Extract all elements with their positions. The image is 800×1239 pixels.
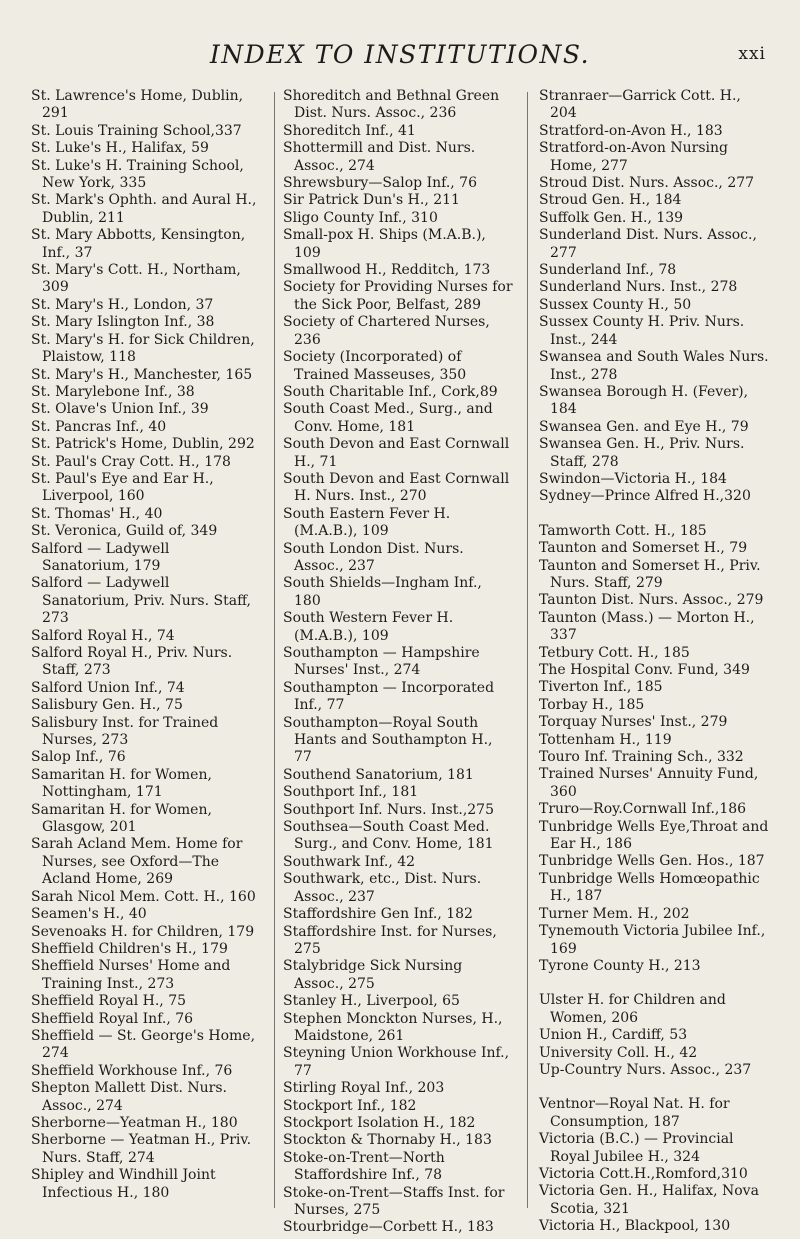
index-entry: Swansea Gen. and Eye H., 79 [539, 418, 749, 435]
index-entry: Stroud Dist. Nurs. Assoc., 277 [539, 175, 755, 192]
index-entry: Salford Royal H., Priv. Nurs. Staff, 273 [31, 645, 233, 679]
page-number: xxi [738, 44, 766, 64]
index-entry: Suffolk Gen. H., 139 [539, 209, 684, 226]
page-header [0, 30, 800, 80]
index-entry: Tunbridge Wells Eye,Throat and Ear H., 186 [539, 818, 769, 853]
index-entry: Ventnor—Royal Nat. H. for Consumption, 187 [539, 1096, 730, 1130]
index-entry: St. Veronica, Guild of, 349 [31, 523, 218, 540]
index-entry: Up-Country Nurs. Assoc., 237 [539, 1061, 752, 1078]
index-entry: St. Thomas' H., 40 [31, 505, 163, 522]
index-entry: Torbay H., 185 [539, 696, 645, 713]
index-entry: Sunderland Nurs. Inst., 278 [539, 279, 738, 296]
index-entry: Shepton Mallett Dist. Nurs. Assoc., 274 [31, 1080, 228, 1114]
index-entry: Shoreditch Inf., 41 [283, 122, 416, 139]
index-entry: Society for Providing Nurses for the Sick Poor, Belfast, 289 [283, 279, 513, 313]
index-entry: South Charitable Inf., Cork,89 [283, 383, 498, 400]
index-entry: Torquay Nurses' Inst., 279 [539, 714, 728, 731]
index-entry: Victoria H., Blackpool, 130 [539, 1218, 731, 1235]
index-entry: Sunderland Inf., 78 [539, 262, 677, 279]
index-entry: Samaritan H. for Women, Glasgow, 201 [31, 801, 212, 836]
index-entry: Sydney—Prince Alfred H.,320 [539, 488, 751, 505]
index-entry: Smallwood H., Redditch, 173 [283, 262, 491, 279]
index-entry: Stourbridge—Corbett H., 183 [283, 1219, 494, 1236]
index-entry: St. Paul's Cray Cott. H., 178 [31, 453, 231, 470]
index-entry: Sussex County H., 50 [539, 296, 692, 313]
index-entry: Stockport Inf., 182 [283, 1097, 417, 1114]
index-entry: St. Pancras Inf., 40 [31, 418, 167, 435]
index-column-2 [283, 88, 513, 1237]
index-entry: Stratford-on-Avon Nursing Home, 277 [539, 140, 728, 174]
index-entry: Southport Inf. Nurs. Inst.,275 [283, 801, 494, 818]
index-entry: Sir Patrick Dun's H., 211 [283, 192, 460, 209]
index-entry: Tetbury Cott. H., 185 [539, 644, 690, 661]
index-entry: Victoria (B.C.) — Provincial Royal Jubilee H., 324 [539, 1131, 734, 1165]
index-entry: Trained Nurses' Annuity Fund, 360 [539, 766, 759, 800]
index-entry: Seamen's H., 40 [31, 906, 147, 923]
index-entry: Stockton & Thornaby H., 183 [283, 1132, 492, 1149]
index-entry: Truro—Roy.Cornwall Inf.,186 [539, 801, 747, 818]
index-entry: Touro Inf. Training Sch., 332 [539, 749, 744, 766]
index-entry: Stirling Royal Inf., 203 [283, 1080, 445, 1097]
index-entry: Shrewsbury—Salop Inf., 76 [283, 175, 477, 192]
index-entry: Sheffield Royal H., 75 [31, 993, 187, 1010]
index-entry: St. Luke's H., Halifax, 59 [31, 140, 209, 157]
index-entry: Tamworth Cott. H., 185 [539, 522, 707, 539]
index-entry: Stoke-on-Trent—North Staffordshire Inf., 78 [283, 1149, 445, 1184]
index-entry: Salford Royal H., 74 [31, 627, 175, 644]
index-entry: Salford — Ladywell Sanatorium, Priv. Nurs. Staff, 273 [31, 575, 251, 627]
index-entry: Steyning Union Workhouse Inf., 77 [283, 1045, 510, 1079]
index-entry: St. Olave's Union Inf., 39 [31, 401, 209, 418]
index-entry: Small-pox H. Ships (M.A.B.), 109 [283, 227, 486, 261]
index-entry: Society of Chartered Nurses, 236 [283, 314, 490, 348]
index-entry: Sheffield — St. George's Home, 274 [31, 1027, 256, 1062]
index-entry: South Devon and East Cornwall H. Nurs. Inst., 270 [283, 470, 510, 505]
index-entry: Turner Mem. H., 202 [539, 905, 690, 922]
index-entry: Staffordshire Inst. for Nurses, 275 [283, 923, 497, 957]
index-entry: Samaritan H. for Women, Nottingham, 171 [31, 766, 212, 801]
index-entry: Taunton Dist. Nurs. Assoc., 279 [539, 592, 764, 609]
index-entry: Southwark Inf., 42 [283, 853, 416, 870]
index-entry: Sheffield Nurses' Home and Training Inst., 273 [31, 958, 231, 992]
index-entry: St. Mary's H. for Sick Children, Plaistow, 118 [31, 331, 255, 366]
index-entry: Shottermill and Dist. Nurs. Assoc., 274 [283, 140, 476, 174]
index-column-3 [539, 88, 769, 1236]
index-entry: Salop Inf., 76 [31, 749, 126, 766]
index-entry: Shipley and Windhill Joint Infectious H., 180 [31, 1167, 216, 1201]
index-entry: Southsea—South Coast Med. Surg., and Conv. Home, 181 [283, 819, 494, 853]
column-divider [274, 92, 275, 1208]
index-entry: Taunton and Somerset H., 79 [539, 540, 748, 557]
index-entry: Stanley H., Liverpool, 65 [283, 993, 460, 1010]
index-entry: St. Patrick's Home, Dublin, 292 [31, 436, 255, 453]
index-entry: Salisbury Gen. H., 75 [31, 697, 183, 714]
index-entry: Southend Sanatorium, 181 [283, 766, 474, 783]
index-entry: Stroud Gen. H., 184 [539, 192, 682, 209]
index-entry: St. Mary's H., Manchester, 165 [31, 366, 253, 383]
index-entry: Stranraer—Garrick Cott. H., 204 [539, 88, 741, 122]
index-entry: Sherborne—Yeatman H., 180 [31, 1114, 238, 1131]
index-entry: Sheffield Royal Inf., 76 [31, 1010, 194, 1027]
index-entry: St. Mary Islington Inf., 38 [31, 314, 215, 331]
index-entry: South Eastern Fever H. (M.A.B.), 109 [283, 505, 451, 540]
index-entry: Sussex County H. Priv. Nurs. Inst., 244 [539, 314, 745, 348]
index-entry: Staffordshire Gen Inf., 182 [283, 906, 473, 923]
index-entry: Sarah Nicol Mem. Cott. H., 160 [31, 888, 256, 905]
index-entry: Sherborne — Yeatman H., Priv. Nurs. Staff, 274 [31, 1132, 252, 1166]
index-entry: South Coast Med., Surg., and Conv. Home, 181 [283, 401, 493, 435]
index-entry: South Western Fever H. (M.A.B.), 109 [283, 610, 454, 644]
index-entry: Shoreditch and Bethnal Green Dist. Nurs. Assoc., 236 [283, 88, 500, 122]
index-entry: Southport Inf., 181 [283, 784, 419, 801]
index-entry: Swindon—Victoria H., 184 [539, 470, 727, 487]
index-entry: St. Mary's Cott. H., Northam, 309 [31, 262, 241, 296]
index-entry: Stockport Isolation H., 182 [283, 1114, 476, 1131]
index-entry: South Shields—Ingham Inf., 180 [283, 575, 482, 609]
index-entry: Swansea and South Wales Nurs. Inst., 278 [539, 349, 769, 383]
index-entry: St. Louis Training School,337 [31, 122, 242, 139]
index-entry: Victoria Cott.H.,Romford,310 [539, 1165, 748, 1182]
index-entry: St. Mary Abbotts, Kensington, Inf., 37 [31, 227, 246, 261]
index-entry: Southwark, etc., Dist. Nurs. Assoc., 237 [283, 871, 482, 905]
index-entry: Ulster H. for Children and Women, 206 [539, 992, 726, 1026]
index-entry: Tottenham H., 119 [539, 731, 672, 748]
index-column-1 [31, 88, 260, 1202]
index-entry: Tunbridge Wells Homœopathic H., 187 [539, 870, 760, 905]
index-entry: St. Paul's Eye and Ear H., Liverpool, 160 [31, 470, 214, 505]
index-entry: Southampton — Hampshire Nurses' Inst., 274 [283, 645, 480, 679]
index-entry: St. Mary's H., London, 37 [31, 296, 214, 313]
index-entry: Society (Incorporated) of Trained Masseuses, 350 [283, 349, 467, 383]
index-entry: South London Dist. Nurs. Assoc., 237 [283, 540, 464, 574]
index-entry: Taunton (Mass.) — Morton H., 337 [539, 609, 755, 644]
index-entry: Stratford-on-Avon H., 183 [539, 122, 723, 139]
index-entry: Taunton and Somerset H., Priv. Nurs. Staff, 279 [539, 557, 761, 591]
index-entry: Victoria Gen. H., Halifax, Nova Scotia, 321 [539, 1183, 759, 1217]
index-entry: Salisbury Inst. for Trained Nurses, 273 [31, 714, 219, 749]
index-entry: Southampton — Incorporated Inf., 77 [283, 679, 495, 714]
index-entry: Salford — Ladywell Sanatorium, 179 [31, 540, 170, 574]
index-entry: South Devon and East Cornwall H., 71 [283, 436, 510, 470]
index-entry: Sarah Acland Mem. Home for Nurses, see Oxford—The Acland Home, 269 [31, 836, 243, 888]
index-entry: Sligo County Inf., 310 [283, 209, 438, 226]
index-entry: Sunderland Dist. Nurs. Assoc., 277 [539, 227, 757, 261]
index-entry: Swansea Borough H. (Fever), 184 [539, 383, 749, 418]
index-entry: St. Marylebone Inf., 38 [31, 383, 195, 400]
page-title: INDEX TO INSTITUTIONS. [209, 40, 591, 69]
index-entry: Tynemouth Victoria Jubilee Inf., 169 [539, 923, 766, 957]
index-entry: Swansea Gen. H., Priv. Nurs. Staff, 278 [539, 436, 745, 470]
index-entry: Sevenoaks H. for Children, 179 [31, 923, 255, 940]
index-entry: Stalybridge Sick Nursing Assoc., 275 [283, 958, 463, 992]
index-entry: Sheffield Children's H., 179 [31, 940, 228, 957]
index-entry: Tiverton Inf., 185 [539, 679, 663, 696]
index-entry: St. Mark's Ophth. and Aural H., Dublin, 211 [31, 192, 257, 226]
index-entry: Tunbridge Wells Gen. Hos., 187 [539, 853, 765, 870]
index-entry: The Hospital Conv. Fund, 349 [539, 662, 750, 678]
index-entry: Stephen Monckton Nurses, H., Maidstone, 261 [283, 1010, 503, 1044]
index-entry: St. Lawrence's Home, Dublin, 291 [31, 88, 244, 122]
index-entry: Salford Union Inf., 74 [31, 679, 185, 696]
index-entry: Union H., Cardiff, 53 [539, 1027, 688, 1044]
index-entry: University Coll. H., 42 [539, 1044, 698, 1061]
index-entry: Tyrone County H., 213 [539, 957, 701, 974]
column-divider [527, 92, 528, 1208]
index-entry: Sheffield Workhouse Inf., 76 [31, 1062, 233, 1079]
index-entry: Stoke-on-Trent—Staffs Inst. for Nurses, 275 [283, 1184, 505, 1218]
index-entry: Southampton—Royal South Hants and Southampton H., 77 [283, 714, 493, 766]
index-entry: St. Luke's H. Training School, New York, 335 [31, 157, 244, 192]
